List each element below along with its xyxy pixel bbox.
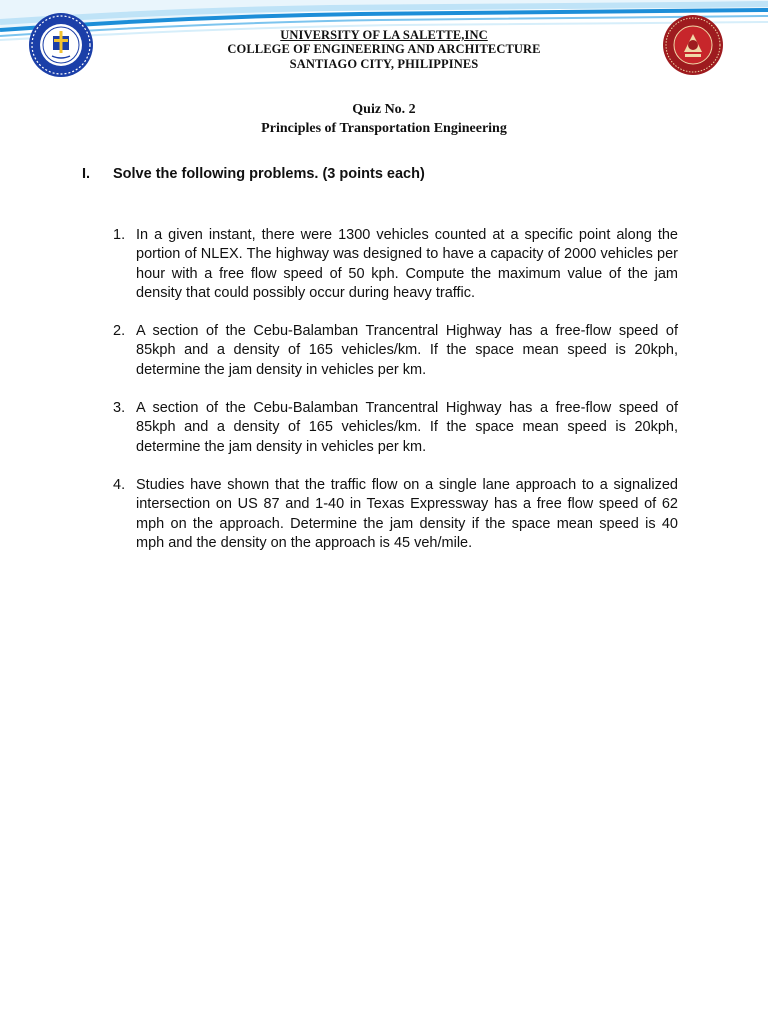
- problem-item: [113, 322, 678, 380]
- problem-text: Studies have shown that the traffic flow on a single lane approach to a signalized intersection on US 87 and 1-40 in Texas Expressway has a free flow speed of 62 mph on the approach. Determine the jam density if the space mean speed is 40 mph and the density on the approach is 45 veh/mile.: [136, 477, 678, 551]
- problem-text: A section of the Cebu-Balamban Trancentral Highway has a free-flow speed of 85kph and a density of 165 vehicles/km. If the space mean speed is 20kph, determine the jam density in vehicles per km.: [136, 323, 678, 378]
- problem-text: A section of the Cebu-Balamban Trancentral Highway has a free-flow speed of 85kph and a density of 165 vehicles/km. If the space mean speed is 20kph, determine the jam density in vehicles per km.: [136, 400, 678, 455]
- section-title: Solve the following problems. (3 points each): [113, 166, 425, 182]
- city-address: SANTIAGO CITY, PHILIPPINES: [289, 57, 479, 71]
- problem-number: 1.: [113, 227, 126, 243]
- quiz-title: Quiz No. 2: [352, 102, 416, 117]
- problem-item: [113, 399, 678, 457]
- problem-number: 4.: [113, 477, 126, 493]
- section-number: I.: [82, 166, 91, 182]
- problem-item: [113, 476, 678, 553]
- quiz-subtitle: Principles of Transportation Engineering: [261, 121, 507, 136]
- problem-text: In a given instant, there were 1300 vehicles counted at a specific point along the portion of NLEX. The highway was designed to have a capacity of 2000 vehicles per hour with a free flow speed of 50 kph. Compute the maximum value of the jam density that could possibly occur during heavy traffic.: [136, 227, 678, 301]
- problem-item: [113, 226, 678, 303]
- university-name: UNIVERSITY OF LA SALETTE,INC: [280, 28, 488, 42]
- problem-number: 3.: [113, 400, 126, 416]
- college-name: COLLEGE OF ENGINEERING AND ARCHITECTURE: [227, 42, 541, 56]
- problem-number: 2.: [113, 323, 126, 339]
